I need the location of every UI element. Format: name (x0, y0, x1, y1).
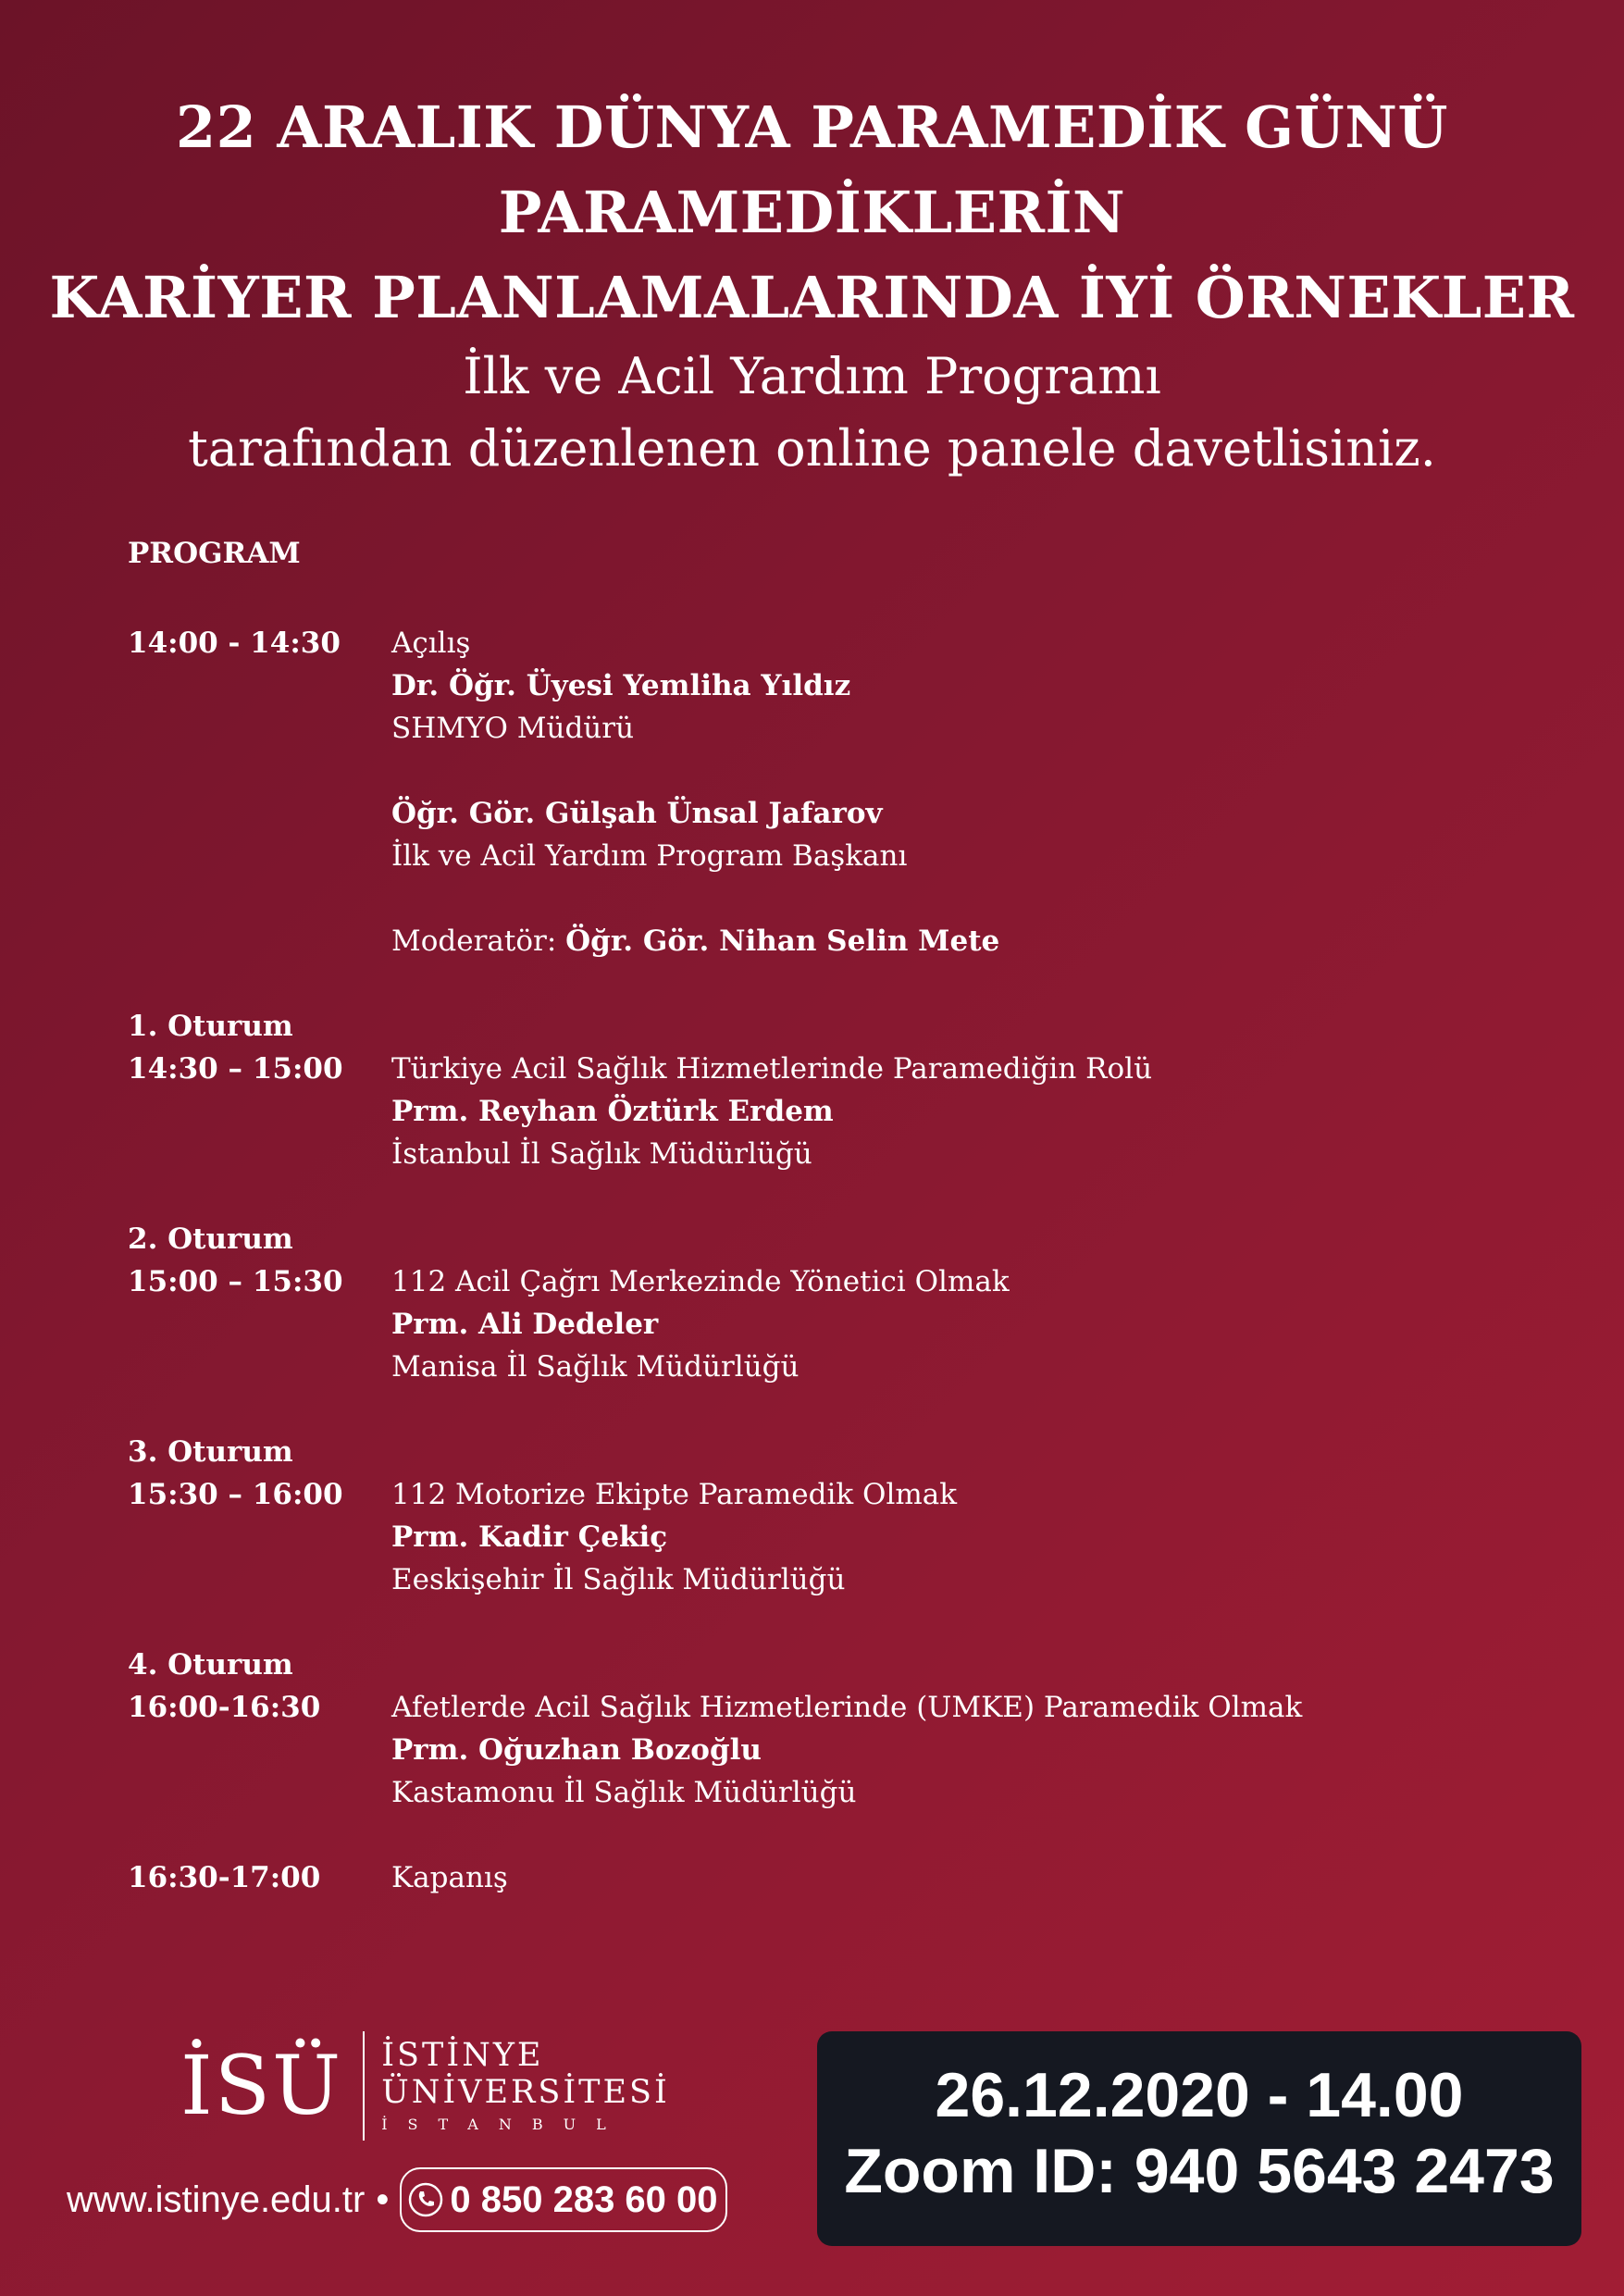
logo-text-line2: ÜNİVERSİTESİ (381, 2074, 670, 2111)
schedule (128, 622, 1516, 1942)
logo-mark: İSÜ (180, 2038, 343, 2133)
session-speaker: Prm. Kadir Çekiç (391, 1520, 668, 1554)
phone-number: 0 850 283 60 00 (450, 2178, 718, 2220)
website-link[interactable]: www.istinye.edu.tr (67, 2178, 366, 2220)
session-block (128, 1218, 1516, 1388)
speaker-role: SHMYO Müdürü (391, 712, 635, 745)
moderator-line (391, 920, 1516, 962)
session-org: Manisa İl Sağlık Müdürlüğü (391, 1350, 800, 1384)
session-time: 14:30 – 15:00 (128, 1052, 343, 1086)
speaker-role: İlk ve Acil Yardım Program Başkanı (391, 839, 908, 873)
session-time: 16:00-16:30 (128, 1691, 321, 1724)
opening-title: Açılış (391, 627, 471, 660)
closing-title: Kapanış (391, 1861, 508, 1894)
session-topic: 112 Acil Çağrı Merkezinde Yönetici Olmak (391, 1265, 1010, 1298)
event-date-time: 26.12.2020 - 14.00 (935, 2060, 1464, 2130)
session-speaker: Prm. Oğuzhan Bozoğlu (391, 1733, 762, 1767)
contact-bar (67, 2167, 727, 2232)
logo-text-line3: İSTANBUL (381, 2116, 626, 2133)
session-block (128, 1005, 1516, 1175)
zoom-id: Zoom ID: 940 5643 2473 (844, 2136, 1555, 2206)
title-line-3: KARİYER PLANLAMALARINDA İYİ ÖRNEKLER (49, 264, 1575, 331)
subtitle-line-2: tarafından düzenlenen online panele davetlisiniz. (188, 419, 1436, 478)
session-topic: 112 Motorize Ekipte Paramedik Olmak (391, 1478, 958, 1511)
session-org: Kastamonu İl Sağlık Müdürlüğü (391, 1776, 857, 1809)
session-topic: Türkiye Acil Sağlık Hizmetlerinde Paramediğin Rolü (391, 1052, 1153, 1086)
session-block (128, 1644, 1516, 1814)
program-heading: PROGRAM (128, 537, 301, 570)
session-speaker: Prm. Ali Dedeler (391, 1308, 659, 1341)
session-label: 4. Oturum (128, 1648, 293, 1682)
session-speaker: Prm. Reyhan Öztürk Erdem (391, 1095, 834, 1128)
title-line-1: 22 ARALIK DÜNYA PARAMEDİK GÜNÜ (176, 93, 1448, 161)
title-line-2: PARAMEDİKLERİN (498, 179, 1126, 246)
header (0, 85, 1624, 485)
session-org: Eeskişehir İl Sağlık Müdürlüğü (391, 1563, 846, 1596)
logo-text-line1: İSTİNYE (381, 2037, 544, 2074)
session-topic: Afetlerde Acil Sağlık Hizmetlerinde (UMKE) Paramedik Olmak (391, 1691, 1303, 1724)
session-time: 15:30 – 16:00 (128, 1478, 343, 1511)
closing-block (128, 1856, 1516, 1899)
session-label: 2. Oturum (128, 1222, 293, 1256)
separator-dot: • (376, 2178, 390, 2220)
speaker-name: Öğr. Gör. Gülşah Ünsal Jafarov (391, 797, 883, 830)
session-block (128, 1431, 1516, 1601)
subtitle-line-1: İlk ve Acil Yardım Programı (463, 347, 1161, 405)
session-label: 1. Oturum (128, 1010, 293, 1043)
session-org: İstanbul İl Sağlık Müdürlüğü (391, 1137, 812, 1171)
logo-divider (363, 2031, 365, 2141)
opening-time: 14:00 - 14:30 (128, 627, 341, 660)
closing-time: 16:30-17:00 (128, 1861, 321, 1894)
speaker-name: Dr. Öğr. Üyesi Yemliha Yıldız (391, 669, 851, 702)
session-label: 3. Oturum (128, 1435, 293, 1469)
phone-box[interactable] (400, 2167, 726, 2232)
session-time: 15:00 – 15:30 (128, 1265, 343, 1298)
opening-block (128, 622, 1516, 962)
moderator-label: Moderatör: (391, 925, 557, 958)
moderator-name: Öğr. Gör. Nihan Selin Mete (565, 925, 1000, 958)
phone-icon (407, 2181, 444, 2218)
university-logo (180, 2031, 670, 2141)
event-info-box (817, 2031, 1581, 2246)
